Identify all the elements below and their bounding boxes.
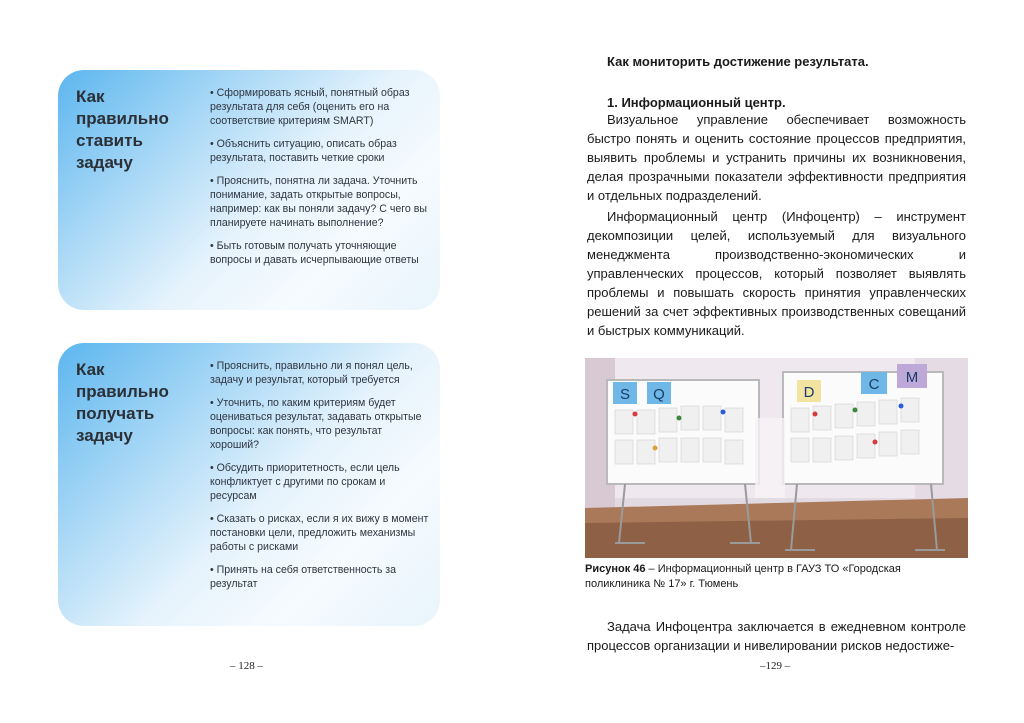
- letter-d: D: [803, 384, 815, 401]
- infocenter-photo: [585, 358, 968, 558]
- card-list: [210, 359, 430, 600]
- card-title: Как правильно ставить задачу: [76, 87, 169, 172]
- list-item: • Объяснить ситуацию, описать образ результата, поставить четкие сроки: [210, 138, 397, 164]
- letter-c: C: [868, 376, 880, 393]
- task-receiving-card: [58, 343, 440, 626]
- list-item: • Уточнить, по каким критериям будет оцениваться результат, задавать открытые вопросы: как понять, что результат хороший?: [210, 397, 422, 451]
- list-item: • Принять на себя ответственность за результат: [210, 564, 397, 590]
- task-setting-card: [58, 70, 440, 310]
- section-heading: Как мониторить достижение результата.: [607, 54, 869, 69]
- caption-text: – Информационный центр в ГАУЗ ТО «Городская поликлиника № 17» г. Тюмень: [585, 563, 901, 590]
- figure-caption: [585, 562, 968, 592]
- list-item: • Прояснить, правильно ли я понял цель, задачу и результат, который требуется: [210, 360, 413, 386]
- list-item: • Сказать о рисках, если я их вижу в момент постановки цели, предложить механизмы работы с рисками: [210, 513, 429, 553]
- page-number: –129 –: [760, 660, 791, 672]
- section-subheading: 1. Информационный центр.: [607, 95, 786, 110]
- card-title: Как правильно получать задачу: [76, 360, 169, 445]
- caption-label: Рисунок 46: [585, 563, 646, 575]
- list-item: • Сформировать ясный, понятный образ результата для себя (оценить его на соответствие критериям SMART): [210, 87, 410, 127]
- letter-s: S: [619, 386, 631, 403]
- right-page: [512, 0, 1024, 723]
- list-item: • Обсудить приоритетность, если цель конфликтует с другими по срокам и ресурсам: [210, 462, 400, 502]
- page-number: – 128 –: [230, 660, 263, 672]
- list-item: • Быть готовым получать уточняющие вопросы и давать исчерпывающие ответы: [210, 240, 419, 266]
- infocenter-illustration: [585, 358, 968, 558]
- letter-q: Q: [653, 386, 665, 403]
- card-list: [210, 86, 430, 276]
- list-item: • Прояснить, понятна ли задача. Уточнить понимание, задать открытые вопросы, например: как вы поняли задачу? С чего вы планируете начинать выполнение?: [210, 175, 427, 229]
- paragraph: Информационный центр (Инфоцентр) – инструмент декомпозиции целей, используемый для визуального менеджмента производственно-экономических и управленческих процессов, который позволяет выявлять проблемы и повышать скорость принятия управленческих решений за счет эффективных производственных совещаний и быстрых коммуникаций.: [587, 209, 966, 338]
- letter-m: M: [905, 369, 919, 386]
- paragraph: Задача Инфоцентра заключается в ежедневном контроле процессов организации и нивелировании рисков недостиже-: [587, 619, 966, 653]
- paragraph: Визуальное управление обеспечивает возможность быстро понять и оценить состояние процессов предприятия, выявить проблемы и устранить причины их возникновения, делая прозрачными показатели эффективности предприятия и отдельных подразделений.: [587, 112, 966, 203]
